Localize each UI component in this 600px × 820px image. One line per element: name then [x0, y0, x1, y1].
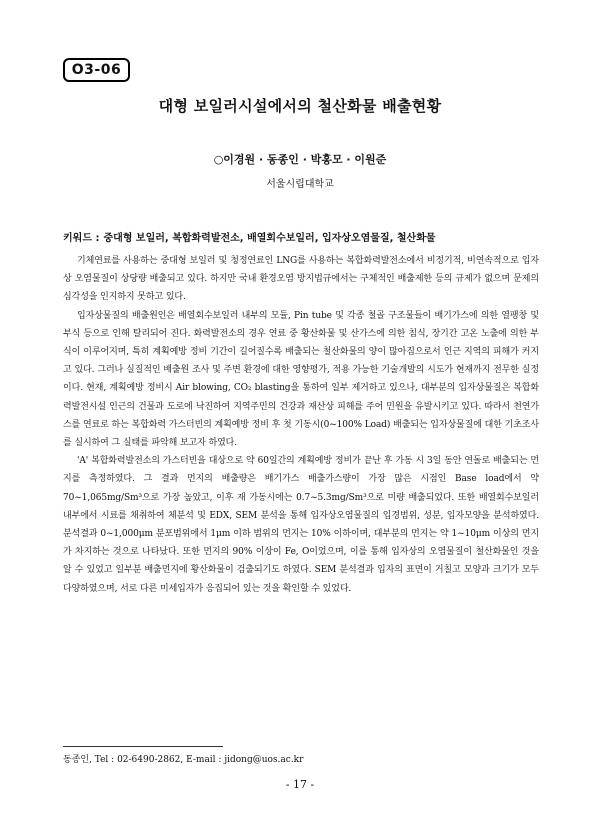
page-number: - 17 -: [285, 778, 315, 791]
abstract-body: [63, 252, 539, 598]
keywords-label: 키워드 :: [63, 233, 100, 244]
keywords-line: [63, 229, 543, 244]
affiliation: 서울시립대학교: [266, 179, 334, 190]
author-list: ○이경원 · 동종인 · 박홍모 · 이원준: [213, 153, 387, 166]
paragraph-cause: 입자상물질의 배출원인은 배열회수보일러 내부의 모듈, Pin tube 및 각종 철골 구조물들이 배기가스에 의한 열팽창 및 부식 등으로 인해 탈리되어 진다. 화력발전소의 경우 연료 중 황산화물 및 산가스에 의한 침식, 장기간 고온 노출에 의한 부식이 이루어지며, 특히 계획예방 정비 기간이 길어질수록 배출되는 철산화물의 양이 많아짐으로서 인근 지역의 피해가 커지고 있다. 그러나 실질적인 배출원 조사 및 주변 환경에 대한 영향평가, 적용 가능한 기술개발의 시도가 현재까지 전무한 실정이다. 현재, 계획예방 정비시 Air blowing, CO₂ blasting을 통하여 일부 제거하고 있으나, 대부분의 입자상물질은 복합화력발전시설 인근의 건물과 도로에 낙진하여 지역주민의 건강과 재산상 피해를 주어 민원을 유발시키고 있다. 따라서 천연가스를 연료로 하는 복합화력 가스터빈의 계획예방 정비 후 첫 기동시(0~100% Load) 배출되는 입자상물질에 대한 기초조사를 실시하여 그 실태를 파악해 보고자 하였다.: [63, 310, 539, 449]
paper-title: 대형 보일러시설에서의 철산화물 배출현황: [158, 97, 442, 115]
paragraph-intro: 기체연료를 사용하는 중대형 보일러 및 청정연료인 LNG를 사용하는 복합화력발전소에서 비정기적, 비연속적으로 입자상 오염물질이 상당량 배출되고 있다. 하지만 국내 환경오염 방지법규에서는 구체적인 배출제한 등의 규제가 없으며 문제의 심각성을 인지하지 못하고 있다.: [63, 256, 539, 303]
corresponding-author-footnote: 동종인, Tel : 02-6490-2862, E-mail : jidong@uos.ac.kr: [63, 755, 304, 765]
session-code-badge: O3-06: [63, 58, 130, 82]
paragraph-results: 'A' 복합화력발전소의 가스터빈을 대상으로 약 60일간의 계획예방 정비가 끝난 후 가동 시 3일 동안 연돌로 배출되는 먼지를 측정하였다. 그 결과 먼지의 배출량은 배기가스 배출가스량이 가장 많은 시점인 Base load에서 약 70~1,065mg/Sm³으로 가장 높았고, 이후 재 가동시에는 0.7~5.3mg/Sm³으로 미량 배출되었다. 또한 배열회수보일러 내부에서 시료를 채취하여 체분석 및 EDX, SEM 분석을 통해 입자상오염물질의 입경범위, 성분, 입자모양을 분석하였다. 분석결과 0~1,000μm 분포범위에서 1μm 이하 범위의 먼지는 10% 이하이며, 대부분의 먼지는 약 1~10μm 이상의 먼지가 차지하는 것으로 나타났다. 또한 먼지의 90% 이상이 Fe, O이었으며, 이를 통해 입자상의 오염물질이 철산화물인 것을 알 수 있었고 일부분 배출먼지에 황산화물이 검출되기도 하였다. SEM 분석결과 입자의 표면이 거칠고 모양과 크기가 모두 다양하였으며, 서로 다른 미세입자가 응집되어 있는 것을 확인할 수 있었다.: [63, 456, 539, 594]
keywords-text: 중대형 보일러, 복합화력발전소, 배열회수보일러, 입자상오염물질, 철산화물: [103, 233, 436, 244]
footnote-divider: [63, 746, 223, 747]
